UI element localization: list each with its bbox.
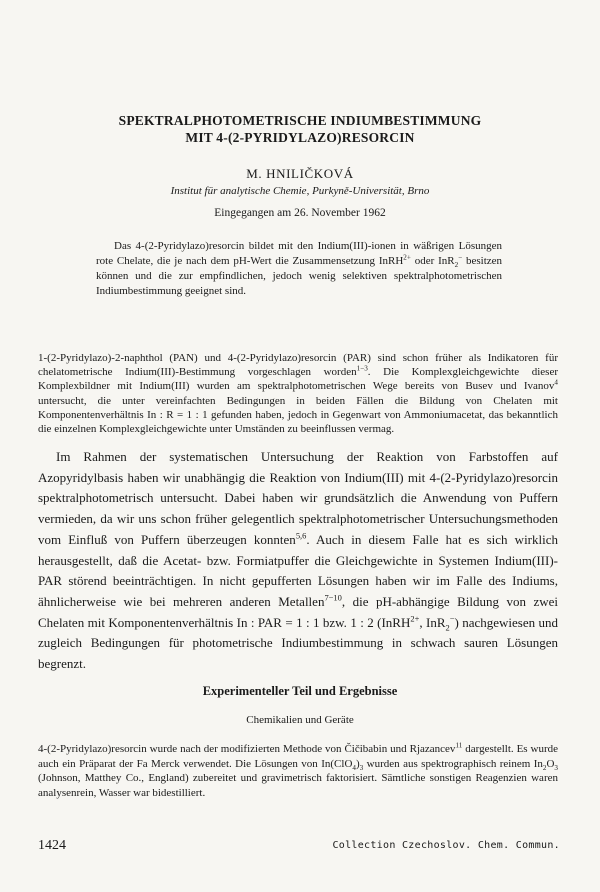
section-heading: Experimenteller Teil und Ergebnisse (202, 684, 398, 698)
title-line-1: SPEKTRALPHOTOMETRISCHE INDIUMBESTIMMUNG (118, 113, 482, 128)
reference-mark: 11 (455, 741, 463, 750)
journal-footer: Collection Czechoslov. Chem. Commun. (332, 840, 560, 851)
page-number: 1424 (38, 838, 66, 853)
chemicals-paragraph: 4-(2-Pyridylazo)resorcin wurde nach der modifizierten Methode von Čičibabin und Rjazancev$^{11}$ dargestellt. Es wurde auch ein Präparat der Fa Merck verwendet. Die Lösungen von $In(ClO_4)_3$ wurden aus spektrographisch reinem $In_2O_3$ (Johnson, Matthey Co., England) zubereitet und gravimetrisch faktorisiert. Sämtliche sonstigen Reagenzien waren analysenrein, Wasser war bidestilliert. (38, 741, 559, 799)
reference-mark: 4 (554, 378, 558, 387)
affiliation: Institut für analytische Chemie, Purkyně-Universität, Brno (170, 185, 430, 197)
received-date: Eingegangen am 26. November 1962 (214, 207, 386, 219)
intro-paragraph: 1-(2-Pyridylazo)-2-naphthol (PAN) und 4-(2-Pyridylazo)resorcin (PAR) sind schon früher als Indikatoren für chelatometrische Indium(III)-Bestimmung vorgeschlagen worden$^{1-3}$. Die Komplexgleichgewichte dieser Komplexbildner mit Indium(III) wurden am spektralphotometrischen Wege bereits von Busev und Ivanov$^4$ untersucht, die unter vereinfachten Bedingungen in beiden Fällen die Bildung von Chelaten mit Komponentenverhältnis In : R = 1 : 1 gefunden haben, jedoch in Gegenwart von Ammoniumacetat, das bekanntlich die einzelnen Komplexgleichgewichte unter Umständen zu beeinflussen vermag. (38, 352, 558, 436)
main-paragraph: Im Rahmen der systematischen Untersuchung der Reaktion von Farbstoffen auf Azopyridylbasis haben wir unabhängig die Reaktion von Indium(III) mit 4-(2-Pyridylazo)resorcin spektralphotometrisch untersucht. Dabei haben wir grundsätzlich die Anwendung von Puffern vermieden, da wir uns schon früher gelegentlich spektralphotometrischer Untersuchungsmethoden vom Einfluß von Puffern überzeugen konnten$^{5,6}$. Auch in diesem Falle hat es sich wirklich herausgestellt, daß die Acetat- bzw. Formiatpuffer die Gleichgewichte in Systemen Indium(III)-PAR störend beeinträchtigen. In nicht gepufferten Lösungen haben wir im Falle des Indiums, ähnlicherweise wie bei mehreren anderen Metallen$^{7-10}$, die pH-abhängige Bildung von zwei Chelaten mit Komponentenverhältnis In : PAR = 1 : 1 bzw. 1 : 2 (InRH$^{2+}$, InR$_2$−) nachgewiesen und zugleich Bedingungen für photometrische Indiumbestimmung in schwach sauren Lösungen begrenzt. (38, 449, 559, 672)
author: M. HNILIČKOVÁ (246, 166, 354, 181)
formula-inr2: InR$_2$− (438, 253, 463, 270)
reference-mark: 1−3 (356, 364, 368, 373)
subsection-heading: Chemikalien und Geräte (246, 714, 354, 726)
formula-inrh: InRH$^{2+}$ (381, 613, 420, 630)
formula-inrh: InRH$^{2+}$ (378, 253, 411, 267)
title-line-2: MIT 4-(2-PYRIDYLAZO)RESORCIN (185, 130, 415, 145)
formula-inr2: InR$_2$− (425, 613, 455, 633)
reference-mark: 5,6 (295, 530, 307, 541)
reference-mark: 7−10 (324, 592, 342, 603)
abstract: Das 4-(2-Pyridylazo)resorcin bildet mit den Indium(III)-ionen in wäßrigen Lösungen rote Chelate, die je nach dem pH-Wert die Zusammensetzung InRH$^{2+}$ oder InR$_2$− besitzen können und die zur empfindlichen, jedoch wenig selektiven spektralphotometrischen Indiumbestimmung geeignet sind. (96, 240, 503, 297)
